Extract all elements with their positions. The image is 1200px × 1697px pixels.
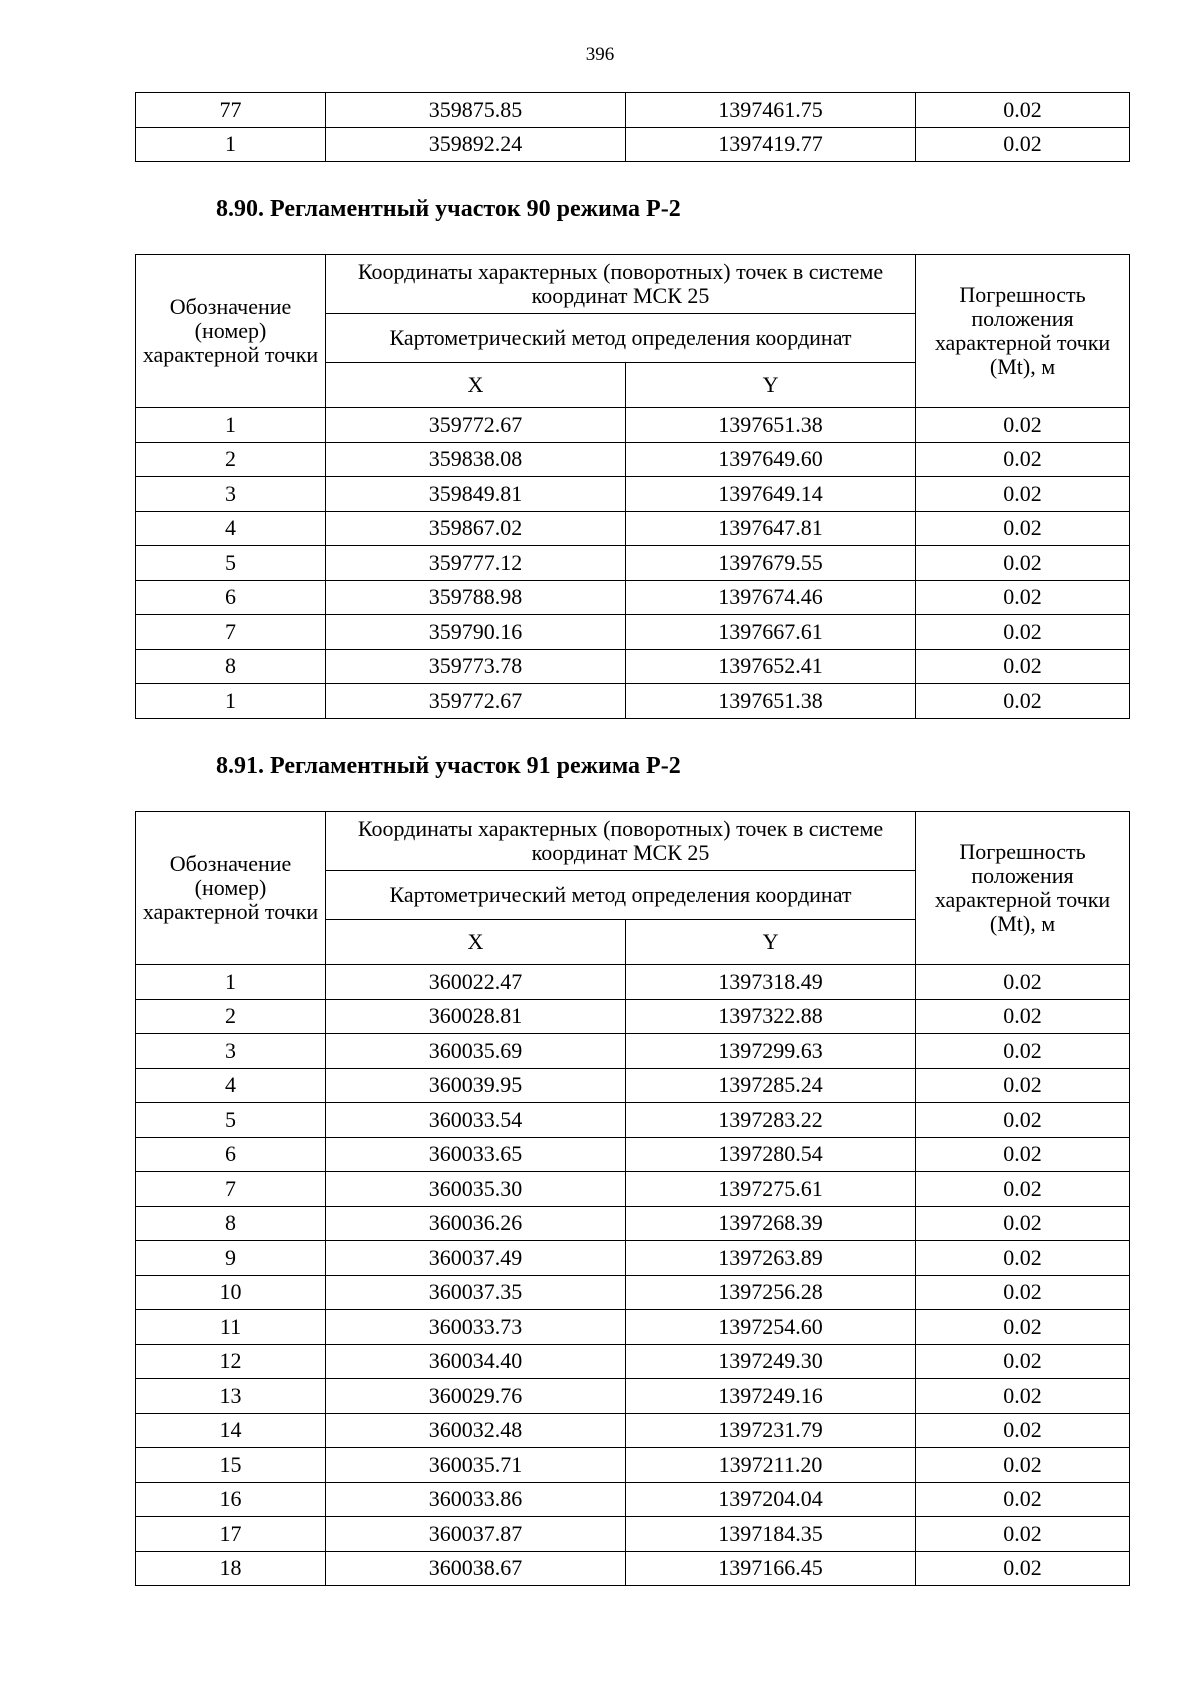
- table-row: [136, 477, 1130, 512]
- x-coordinate-cell: 360037.49: [326, 1241, 626, 1276]
- point-number-cell: 12: [136, 1344, 326, 1379]
- point-number-cell: 3: [136, 477, 326, 512]
- y-coordinate-cell: 1397166.45: [626, 1551, 916, 1586]
- x-coordinate-cell: 360037.87: [326, 1517, 626, 1552]
- error-cell: 0.02: [916, 408, 1130, 443]
- table-row: [136, 1172, 1130, 1207]
- y-coordinate-cell: 1397256.28: [626, 1275, 916, 1310]
- error-cell: 0.02: [916, 1137, 1130, 1172]
- y-coordinate-cell: 1397461.75: [626, 93, 916, 128]
- method-header: Картометрический метод определения координат: [326, 871, 916, 920]
- page-number: 396: [585, 44, 615, 65]
- point-number-cell: 15: [136, 1448, 326, 1483]
- y-coordinate-cell: 1397249.16: [626, 1379, 916, 1414]
- x-coordinate-cell: 360032.48: [326, 1413, 626, 1448]
- x-coordinate-cell: 360035.71: [326, 1448, 626, 1483]
- y-coordinate-cell: 1397419.77: [626, 127, 916, 162]
- point-number-cell: 7: [136, 1172, 326, 1207]
- table-row: [136, 1551, 1130, 1586]
- y-coordinate-cell: 1397647.81: [626, 511, 916, 546]
- point-number-cell: 17: [136, 1517, 326, 1552]
- y-coordinate-cell: 1397649.60: [626, 442, 916, 477]
- table-row: [136, 442, 1130, 477]
- point-label-header: Обозначение (номер) характерной точки: [136, 812, 326, 965]
- point-number-cell: 6: [136, 580, 326, 615]
- error-cell: 0.02: [916, 1310, 1130, 1345]
- x-coordinate-cell: 360029.76: [326, 1379, 626, 1414]
- table-row: [136, 1068, 1130, 1103]
- y-coordinate-cell: 1397651.38: [626, 684, 916, 719]
- error-cell: 0.02: [916, 615, 1130, 650]
- table-row: [136, 408, 1130, 443]
- point-number-cell: 2: [136, 999, 326, 1034]
- x-coordinate-cell: 359875.85: [326, 93, 626, 128]
- x-coordinate-cell: 359788.98: [326, 580, 626, 615]
- y-header: Y: [626, 363, 916, 408]
- x-coordinate-cell: 360038.67: [326, 1551, 626, 1586]
- error-cell: 0.02: [916, 1241, 1130, 1276]
- x-coordinate-cell: 359838.08: [326, 442, 626, 477]
- point-number-cell: 5: [136, 1103, 326, 1138]
- x-coordinate-cell: 359892.24: [326, 127, 626, 162]
- error-header: Погрешность положения характерной точки (Mt), м: [916, 255, 1130, 408]
- y-coordinate-cell: 1397652.41: [626, 649, 916, 684]
- table-row: [136, 1275, 1130, 1310]
- table-row: [136, 127, 1130, 162]
- point-number-cell: 1: [136, 684, 326, 719]
- error-cell: 0.02: [916, 1275, 1130, 1310]
- error-cell: 0.02: [916, 511, 1130, 546]
- error-cell: 0.02: [916, 1379, 1130, 1414]
- error-cell: 0.02: [916, 580, 1130, 615]
- error-cell: 0.02: [916, 93, 1130, 128]
- point-number-cell: 4: [136, 1068, 326, 1103]
- y-coordinate-cell: 1397211.20: [626, 1448, 916, 1483]
- y-coordinate-cell: 1397667.61: [626, 615, 916, 650]
- y-coordinate-cell: 1397322.88: [626, 999, 916, 1034]
- table-row: [136, 1344, 1130, 1379]
- point-number-cell: 18: [136, 1551, 326, 1586]
- point-number-cell: 8: [136, 649, 326, 684]
- x-coordinate-cell: 360035.69: [326, 1034, 626, 1069]
- x-coordinate-cell: 360033.65: [326, 1137, 626, 1172]
- coordinates-table: [135, 811, 1130, 1586]
- point-number-cell: 77: [136, 93, 326, 128]
- error-cell: 0.02: [916, 1103, 1130, 1138]
- y-coordinate-cell: 1397285.24: [626, 1068, 916, 1103]
- x-coordinate-cell: 360036.26: [326, 1206, 626, 1241]
- x-coordinate-cell: 359773.78: [326, 649, 626, 684]
- table-row: [136, 580, 1130, 615]
- point-number-cell: 9: [136, 1241, 326, 1276]
- error-cell: 0.02: [916, 546, 1130, 581]
- point-number-cell: 10: [136, 1275, 326, 1310]
- table-row: [136, 1379, 1130, 1414]
- x-coordinate-cell: 359790.16: [326, 615, 626, 650]
- error-header: Погрешность положения характерной точки (Mt), м: [916, 812, 1130, 965]
- error-cell: 0.02: [916, 1172, 1130, 1207]
- error-cell: 0.02: [916, 1413, 1130, 1448]
- y-coordinate-cell: 1397254.60: [626, 1310, 916, 1345]
- x-coordinate-cell: 359772.67: [326, 684, 626, 719]
- y-coordinate-cell: 1397651.38: [626, 408, 916, 443]
- table-row: [136, 1206, 1130, 1241]
- error-cell: 0.02: [916, 1448, 1130, 1483]
- y-coordinate-cell: 1397231.79: [626, 1413, 916, 1448]
- y-coordinate-cell: 1397299.63: [626, 1034, 916, 1069]
- y-coordinate-cell: 1397275.61: [626, 1172, 916, 1207]
- y-header: Y: [626, 920, 916, 965]
- x-coordinate-cell: 359867.02: [326, 511, 626, 546]
- y-coordinate-cell: 1397249.30: [626, 1344, 916, 1379]
- x-coordinate-cell: 360033.73: [326, 1310, 626, 1345]
- point-number-cell: 1: [136, 965, 326, 1000]
- point-number-cell: 6: [136, 1137, 326, 1172]
- table-row: [136, 1517, 1130, 1552]
- error-cell: 0.02: [916, 684, 1130, 719]
- error-cell: 0.02: [916, 965, 1130, 1000]
- error-cell: 0.02: [916, 999, 1130, 1034]
- point-number-cell: 7: [136, 615, 326, 650]
- y-coordinate-cell: 1397283.22: [626, 1103, 916, 1138]
- x-header: X: [326, 363, 626, 408]
- table-row: [136, 1034, 1130, 1069]
- point-number-cell: 11: [136, 1310, 326, 1345]
- x-coordinate-cell: 360037.35: [326, 1275, 626, 1310]
- method-header: Картометрический метод определения координат: [326, 314, 916, 363]
- point-label-header: Обозначение (номер) характерной точки: [136, 255, 326, 408]
- table-row: [136, 1448, 1130, 1483]
- table-row: [136, 1413, 1130, 1448]
- table-row: [136, 649, 1130, 684]
- x-coordinate-cell: 359777.12: [326, 546, 626, 581]
- error-cell: 0.02: [916, 442, 1130, 477]
- point-number-cell: 4: [136, 511, 326, 546]
- y-coordinate-cell: 1397649.14: [626, 477, 916, 512]
- x-coordinate-cell: 359772.67: [326, 408, 626, 443]
- x-coordinate-cell: 360034.40: [326, 1344, 626, 1379]
- table-row: [136, 546, 1130, 581]
- error-cell: 0.02: [916, 1068, 1130, 1103]
- y-coordinate-cell: 1397318.49: [626, 965, 916, 1000]
- x-header: X: [326, 920, 626, 965]
- coords-system-header: Координаты характерных (поворотных) точек в системе координат МСК 25: [326, 255, 916, 314]
- y-coordinate-cell: 1397268.39: [626, 1206, 916, 1241]
- coordinates-table: [135, 254, 1130, 719]
- table-row: [136, 1137, 1130, 1172]
- continuation-table: [135, 92, 1130, 162]
- x-coordinate-cell: 360035.30: [326, 1172, 626, 1207]
- point-number-cell: 8: [136, 1206, 326, 1241]
- y-coordinate-cell: 1397679.55: [626, 546, 916, 581]
- table-row: [136, 1103, 1130, 1138]
- point-number-cell: 1: [136, 408, 326, 443]
- error-cell: 0.02: [916, 477, 1130, 512]
- x-coordinate-cell: 360028.81: [326, 999, 626, 1034]
- error-cell: 0.02: [916, 1034, 1130, 1069]
- y-coordinate-cell: 1397280.54: [626, 1137, 916, 1172]
- x-coordinate-cell: 360033.54: [326, 1103, 626, 1138]
- table-row: [136, 965, 1130, 1000]
- y-coordinate-cell: 1397204.04: [626, 1482, 916, 1517]
- section-title: 8.90. Регламентный участок 90 режима Р-2: [216, 196, 681, 222]
- table-row: [136, 684, 1130, 719]
- coords-system-header: Координаты характерных (поворотных) точек в системе координат МСК 25: [326, 812, 916, 871]
- table-row: [136, 1482, 1130, 1517]
- point-number-cell: 5: [136, 546, 326, 581]
- point-number-cell: 14: [136, 1413, 326, 1448]
- point-number-cell: 2: [136, 442, 326, 477]
- point-number-cell: 13: [136, 1379, 326, 1414]
- table-row: [136, 511, 1130, 546]
- point-number-cell: 3: [136, 1034, 326, 1069]
- table-row: [136, 1310, 1130, 1345]
- table-row: [136, 93, 1130, 128]
- error-cell: 0.02: [916, 1482, 1130, 1517]
- error-cell: 0.02: [916, 127, 1130, 162]
- section-title: 8.91. Регламентный участок 91 режима Р-2: [216, 753, 681, 779]
- x-coordinate-cell: 360022.47: [326, 965, 626, 1000]
- y-coordinate-cell: 1397263.89: [626, 1241, 916, 1276]
- x-coordinate-cell: 360039.95: [326, 1068, 626, 1103]
- error-cell: 0.02: [916, 1206, 1130, 1241]
- error-cell: 0.02: [916, 649, 1130, 684]
- y-coordinate-cell: 1397674.46: [626, 580, 916, 615]
- error-cell: 0.02: [916, 1344, 1130, 1379]
- error-cell: 0.02: [916, 1551, 1130, 1586]
- error-cell: 0.02: [916, 1517, 1130, 1552]
- table-row: [136, 999, 1130, 1034]
- y-coordinate-cell: 1397184.35: [626, 1517, 916, 1552]
- table-row: [136, 1241, 1130, 1276]
- x-coordinate-cell: 360033.86: [326, 1482, 626, 1517]
- point-number-cell: 1: [136, 127, 326, 162]
- table-row: [136, 615, 1130, 650]
- point-number-cell: 16: [136, 1482, 326, 1517]
- x-coordinate-cell: 359849.81: [326, 477, 626, 512]
